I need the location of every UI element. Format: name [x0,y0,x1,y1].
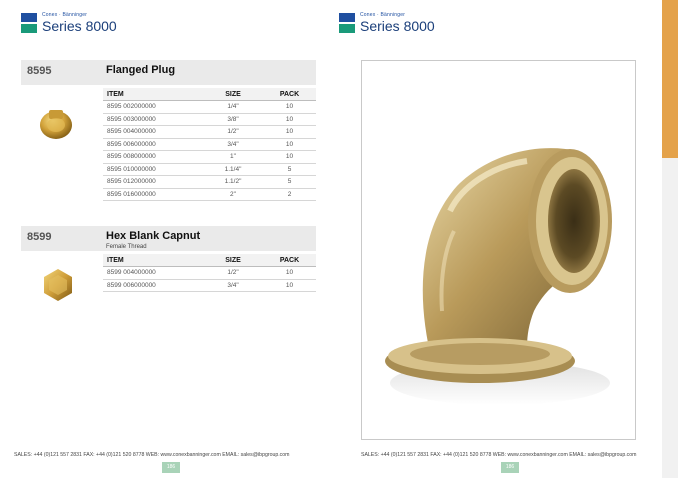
cell-size: 1.1/2" [224,178,242,186]
cell-item: 8595 004000000 [107,128,156,136]
cell-pack: 10 [285,115,294,123]
product-table-8599 [103,254,316,292]
page-number-tab: 186 [162,462,180,473]
header-pack: PACK [279,90,300,98]
cell-item: 8595 002000000 [107,103,156,111]
table-row [103,280,316,293]
cell-size: 3/8" [227,115,239,123]
table-row [103,126,316,139]
brand-small-text: Conex · Bänninger [360,12,406,18]
product-photo-frame [361,60,636,440]
table-row [103,189,316,202]
header-size: SIZE [225,90,241,98]
cell-pack: 5 [287,165,292,173]
cell-pack: 5 [287,178,292,186]
cell-item: 8595 010000000 [107,165,156,173]
cell-item: 8599 006000000 [107,281,156,289]
cell-size: 2" [230,190,236,198]
footer-contact: SALES: +44 (0)121 557 2831 FAX: +44 (0)121 520 8778 WEB: www.conexbanninger.com EMAIL: sales@ibpgroup.com [14,452,290,458]
cell-pack: 10 [285,103,294,111]
product-table-8595 [103,88,316,201]
product-section-8595 [21,60,316,198]
table-row [103,164,316,177]
right-page [339,0,678,478]
table-row [103,139,316,152]
section-header [21,226,316,251]
cell-item: 8595 006000000 [107,140,156,148]
table-header [103,254,316,267]
header-item: ITEM [107,256,124,264]
cell-item: 8595 003000000 [107,115,156,123]
cell-size: 1.1/4" [224,165,242,173]
table-row [103,267,316,280]
brass-elbow-image [362,61,635,439]
section-code: 8595 [27,65,52,77]
cell-item: 8595 008000000 [107,153,156,161]
table-row [103,176,316,189]
cell-size: 1/4" [227,103,239,111]
section-code: 8599 [27,231,52,243]
header-size: SIZE [225,256,241,264]
cell-size: 1" [230,153,236,161]
product-section-8599 [21,226,316,289]
section-title: Flanged Plug [106,64,176,76]
cell-item: 8599 004000000 [107,269,156,277]
brand-small-text: Conex · Bänninger [42,12,88,18]
section-subtitle: Female Thread [106,244,147,250]
cell-pack: 10 [285,140,294,148]
cell-item: 8595 012000000 [107,178,156,186]
section-header [21,60,316,85]
brand-mark-icon [339,13,355,33]
page-number-tab: 186 [501,462,519,473]
cell-pack: 10 [285,281,294,289]
section-title: Hex Blank Capnut [106,230,201,242]
brand-logo [339,13,435,33]
brand-mark-icon [21,13,37,33]
brand-series-text: Series 8000 [360,18,435,34]
table-row [103,101,316,114]
cell-pack: 10 [285,269,294,277]
brand-series-text: Series 8000 [42,18,117,34]
table-row [103,114,316,127]
header-item: ITEM [107,90,124,98]
cell-size: 3/4" [227,140,239,148]
side-tab-marker [662,0,678,158]
footer-contact: SALES: +44 (0)121 557 2831 FAX: +44 (0)121 520 8778 WEB: www.conexbanninger.com EMAIL: sales@ibpgroup.com [361,452,637,458]
header-pack: PACK [279,256,300,264]
cell-pack: 2 [287,190,292,198]
cell-size: 1/2" [227,269,239,277]
cell-size: 1/2" [227,128,239,136]
hex-capnut-image [39,266,77,304]
cell-item: 8595 016000000 [107,190,156,198]
cell-pack: 10 [285,153,294,161]
flanged-plug-image [37,104,75,142]
cell-size: 3/4" [227,281,239,289]
table-header [103,88,316,101]
cell-pack: 10 [285,128,294,136]
brand-logo [21,13,117,33]
table-row [103,151,316,164]
